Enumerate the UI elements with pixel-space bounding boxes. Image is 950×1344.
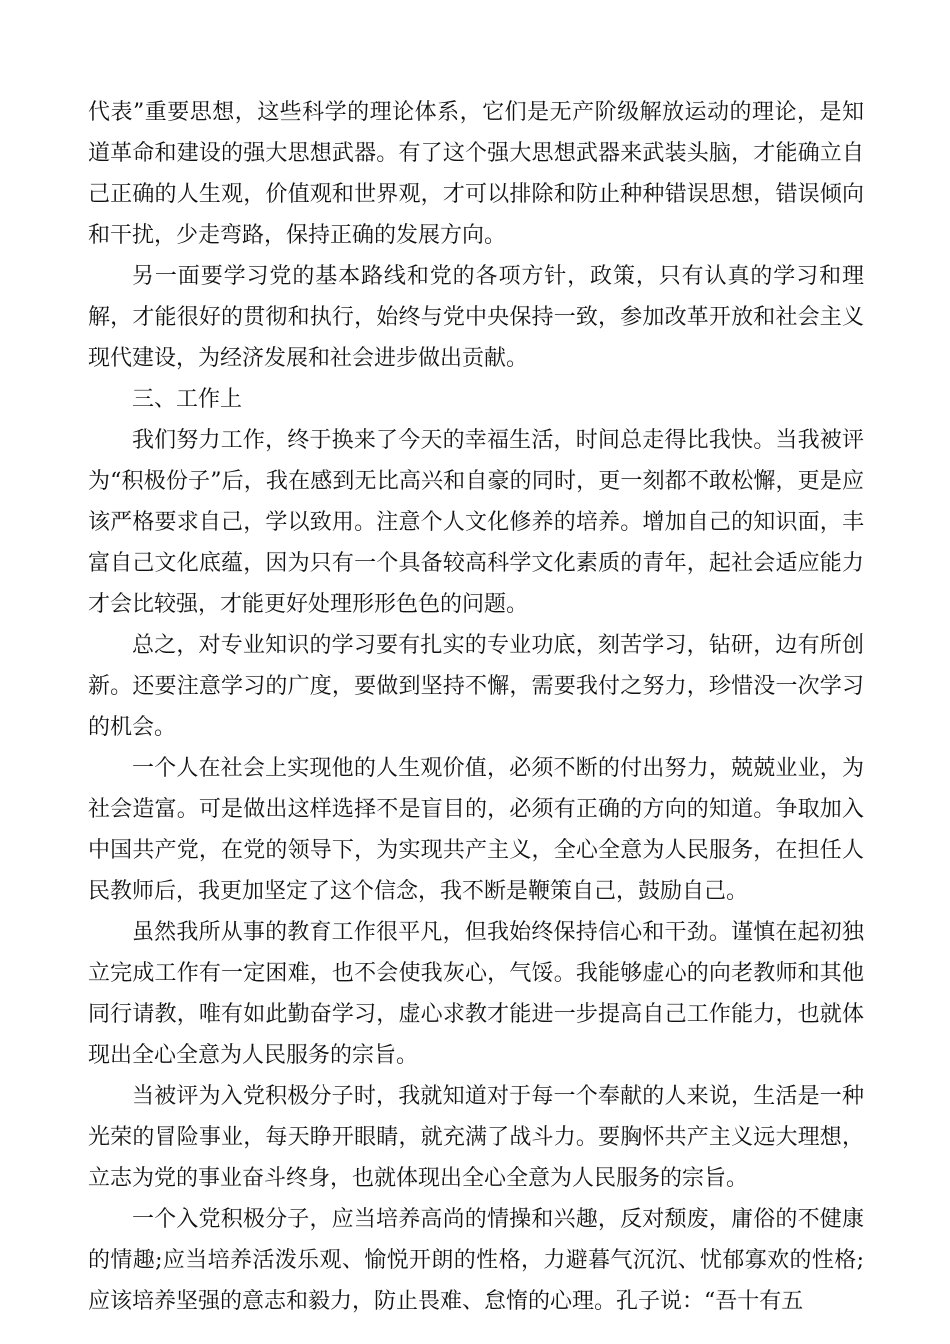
- section-heading-work: 三、工作上: [132, 387, 243, 412]
- paragraph-2: 另一面要学习党的基本路线和党的各项方针，政策，只有认真的学习和理解，才能很好的贯彻和执行，始终与党中央保持一致，参加改革开放和社会主义现代建设，为经济发展和社会进步做出贡献。: [88, 264, 864, 371]
- paragraph-6: 虽然我所从事的教育工作很平凡，但我始终保持信心和干劲。谨慎在起初独立完成工作有一定困难，也不会使我灰心，气馁。我能够虚心的向老教师和其他同行请教，唯有如此勤奋学习，虚心求教才能进一步提高自己工作能力，也就体现出全心全意为人民服务的宗旨。: [88, 920, 864, 1068]
- document-body: [88, 92, 864, 1322]
- paragraph-4: 总之，对专业知识的学习要有扎实的专业功底，刻苦学习，钻研，边有所创新。还要注意学习的广度，要做到坚持不懈，需要我付之努力，珍惜没一次学习的机会。: [88, 633, 864, 740]
- paragraph-8: 一个入党积极分子，应当培养高尚的情操和兴趣，反对颓废，庸俗的不健康的情趣;应当培养活泼乐观、愉悦开朗的性格，力避暮气沉沉、忧郁寡欢的性格;应该培养坚强的意志和毅力，防止畏难、怠惰的心理。孔子说：“吾十有五: [88, 1207, 864, 1314]
- paragraph-3: 我们努力工作，终于换来了今天的幸福生活，时间总走得比我快。当我被评为“积极份子”后，我在感到无比高兴和自豪的同时，更一刻都不敢松懈，更是应该严格要求自己，学以致用。注意个人文化修养的培养。增加自己的知识面，丰富自己文化底蕴，因为只有一个具备较高科学文化素质的青年，起社会适应能力才会比较强，才能更好处理形形色色的问题。: [88, 428, 864, 617]
- paragraph-1: 代表”重要思想，这些科学的理论体系，它们是无产阶级解放运动的理论，是知道革命和建设的强大思想武器。有了这个强大思想武器来武装头脑，才能确立自己正确的人生观，价值观和世界观，才可以排除和防止种种错误思想，错误倾向和干扰，少走弯路，保持正确的发展方向。: [88, 100, 864, 248]
- paragraph-7: 当被评为入党积极分子时，我就知道对于每一个奉献的人来说，生活是一种光荣的冒险事业，每天睁开眼睛，就充满了战斗力。要胸怀共产主义远大理想，立志为党的事业奋斗终身，也就体现出全心全意为人民服务的宗旨。: [88, 1084, 864, 1191]
- paragraph-5: 一个人在社会上实现他的人生观价值，必须不断的付出努力，兢兢业业，为社会造富。可是做出这样选择不是盲目的，必须有正确的方向的知道。争取加入中国共产党，在党的领导下，为实现共产主义，全心全意为人民服务，在担任人民教师后，我更加坚定了这个信念，我不断是鞭策自己，鼓励自己。: [88, 756, 864, 904]
